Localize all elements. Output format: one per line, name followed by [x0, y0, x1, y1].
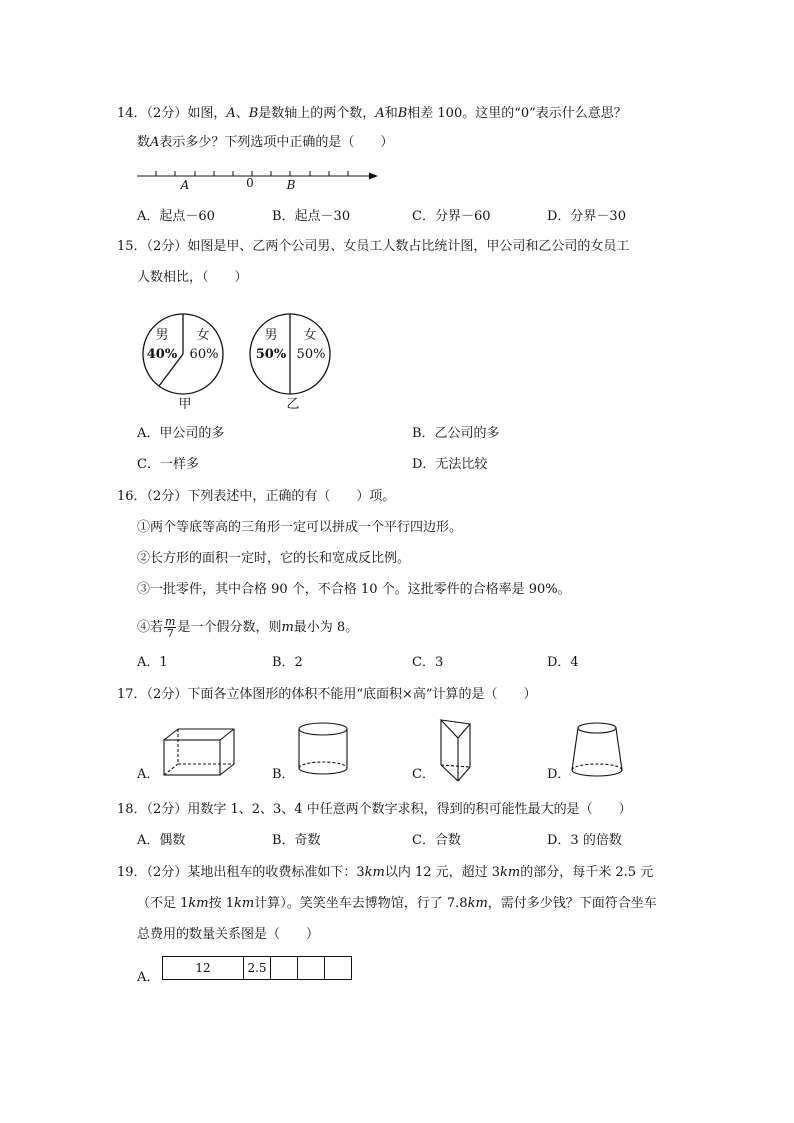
q14-option-c[interactable]: C．分界－60 [412, 209, 491, 224]
pie-jia-male-label: 男 [155, 328, 169, 343]
frustum-shape [572, 723, 622, 776]
pie-jia-caption: 甲 [178, 397, 192, 412]
q15-stem-line2: 人数相比，（ ） [137, 270, 248, 285]
axis-label-b: B [286, 178, 296, 192]
q16-option-a[interactable]: A．1 [137, 655, 168, 670]
q19-option-a[interactable]: A． [137, 970, 160, 985]
q14-option-a[interactable]: A．起点－60 [137, 209, 215, 224]
q15-option-d[interactable]: D．无法比较 [412, 457, 488, 472]
pie-yi-female-label: 女 [303, 328, 317, 343]
fee-cell-per-km: 2.5 [244, 957, 271, 980]
pie-yi-female-pct: 50% [296, 347, 326, 362]
q14-stem-line1: 14．（2分）如图，A、B是数轴上的两个数，A和B相差 100。这里的“0”表示什么意思？ [117, 106, 627, 121]
q15-option-a[interactable]: A．甲公司的多 [137, 426, 225, 441]
q17-stem: 17．（2分）下面各立体图形的体积不能用“底面积×高”计算的是（ ） [117, 687, 537, 702]
q18-option-c[interactable]: C．合数 [412, 833, 461, 848]
q16-option-b[interactable]: B．2 [272, 655, 303, 670]
q16-statement-1: ①两个等底等高的三角形一定可以拼成一个平行四边形。 [137, 520, 463, 535]
fraction-m-over-7: $\frac{m}{7}$ [165, 615, 176, 640]
axis-label-zero: 0 [246, 176, 254, 190]
cuboid-shape [164, 729, 234, 775]
pie-yi-male-label: 男 [264, 328, 278, 343]
fee-cell-base: 12 [163, 957, 244, 980]
q19-stem-line2: （不足 1km按 1km计算）。笑笑坐车去博物馆，行了 7.8km，需付多少钱？下面符合坐车 [137, 896, 657, 911]
q17-option-a[interactable]: A． [137, 767, 160, 782]
fee-cell-blank [325, 957, 352, 980]
q18-option-d[interactable]: D．3 的倍数 [547, 833, 622, 848]
fee-cell-blank [271, 957, 298, 980]
q17-option-d[interactable]: D． [547, 767, 571, 782]
q19-stem-line3: 总费用的数量关系图是（ ） [137, 927, 320, 942]
fee-cell-blank [298, 957, 325, 980]
cylinder-shape [299, 723, 347, 774]
pie-yi-caption: 乙 [286, 397, 300, 412]
q16-statement-2: ②长方形的面积一定时，它的长和宽成反比例。 [137, 551, 411, 566]
q16-option-d[interactable]: D．4 [547, 655, 579, 670]
q15-stem-line1: 15．（2分）如图是甲、乙两个公司男、女员工人数占比统计图，甲公司和乙公司的女员工 [117, 239, 630, 254]
q14-option-d[interactable]: D．分界－30 [547, 209, 626, 224]
axis-label-a: A [180, 178, 190, 192]
q15-option-b[interactable]: B．乙公司的多 [412, 426, 500, 441]
q16-stem: 16．（2分）下列表述中，正确的有（ ）项。 [117, 489, 396, 504]
q14-stem-line2: 数A表示多少？下列选项中正确的是（ ） [137, 135, 394, 150]
q19-stem-line1: 19．（2分）某地出租车的收费标准如下：3km以内 12 元，超过 3km的部分，每千米 2.5 元 [117, 865, 654, 880]
q16-statement-4: ④若 $\frac{m}{7}$ 是一个假分数，则m最小为 8。 [137, 615, 359, 640]
q17-option-c[interactable]: C． [412, 767, 435, 782]
pie-yi-male-pct: 50% [255, 347, 287, 362]
triangular-prism-shape [441, 720, 470, 781]
q19-fee-diagram [162, 956, 352, 980]
q16-statement-3: ③一批零件，其中合格 90 个，不合格 10 个。这批零件的合格率是 90%。 [137, 582, 571, 597]
pie-jia-female-pct: 60% [189, 347, 219, 362]
q15-option-c[interactable]: C．一样多 [137, 457, 199, 472]
q18-stem: 18．（2分）用数字 1、2、3、4 中任意两个数字求积，得到的积可能性最大的是（ ） [117, 802, 632, 817]
pie-jia-male-pct: 40% [146, 347, 178, 362]
q18-option-b[interactable]: B．奇数 [272, 833, 321, 848]
q16-option-c[interactable]: C．3 [412, 655, 444, 670]
q14-option-b[interactable]: B．起点－30 [272, 209, 351, 224]
pie-jia-female-label: 女 [196, 328, 210, 343]
q17-option-b[interactable]: B． [272, 767, 295, 782]
q18-option-a[interactable]: A．偶数 [137, 833, 186, 848]
